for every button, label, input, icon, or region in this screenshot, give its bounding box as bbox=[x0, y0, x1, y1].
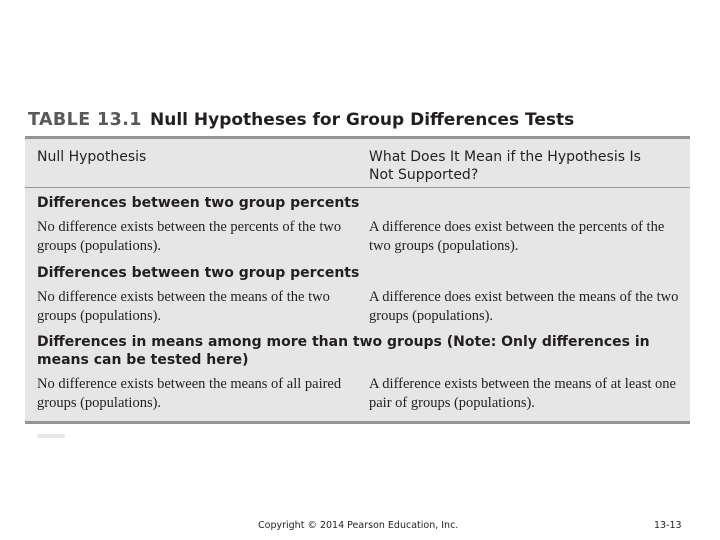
hypotheses-table bbox=[25, 136, 690, 424]
meaning-cell: A difference does exist between the means of the two groups (populations). bbox=[369, 289, 679, 324]
table-caption: Null Hypotheses for Group Differences Tests bbox=[150, 110, 575, 130]
footer-copyright: Copyright © 2014 Pearson Education, Inc. bbox=[258, 520, 459, 531]
column-header-meaning: What Does It Mean if the Hypothesis Is Not Supported? bbox=[369, 149, 641, 183]
section-title: Differences between two group percents bbox=[37, 195, 360, 211]
decorative-mark bbox=[37, 434, 65, 438]
null-hypothesis-cell: No difference exists between the percents of the two groups (populations). bbox=[37, 219, 342, 254]
meaning-cell: A difference does exist between the percents of the two groups (populations). bbox=[369, 219, 665, 254]
table-header-row bbox=[25, 139, 690, 188]
section-title: Differences in means among more than two groups (Note: Only differences in means can be tested here) bbox=[37, 334, 650, 368]
section-title: Differences between two group percents bbox=[37, 265, 360, 281]
table-number: TABLE 13.1 bbox=[28, 110, 142, 130]
column-header-null-hypothesis: Null Hypothesis bbox=[37, 149, 147, 165]
meaning-cell: A difference exists between the means of at least one pair of groups (populations). bbox=[369, 376, 676, 411]
null-hypothesis-cell: No difference exists between the means of all paired groups (populations). bbox=[37, 376, 342, 411]
null-hypothesis-cell: No difference exists between the means of the two groups (populations). bbox=[37, 289, 330, 324]
page-number: 13-13 bbox=[654, 520, 682, 531]
table-title bbox=[28, 110, 698, 136]
